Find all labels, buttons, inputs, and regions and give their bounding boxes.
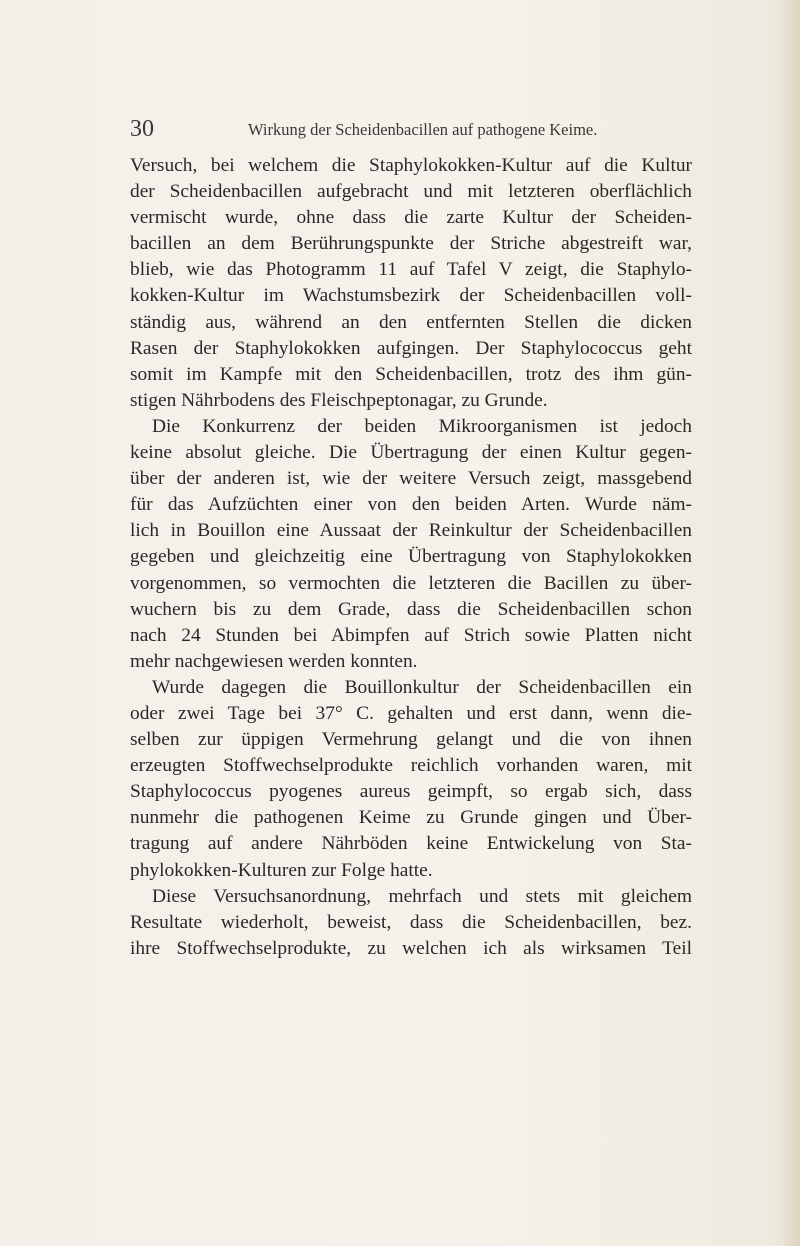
- text-line: stigen Nährbodens des Fleischpeptonagar, zu Grunde.: [130, 389, 548, 411]
- text-line: wuchern bis zu dem Grade, dass die Scheidenbacillen schon: [130, 598, 692, 620]
- text-line: vorgenommen, so vermochten die letzteren die Bacillen zu über-: [130, 572, 692, 594]
- text-line: Versuch, bei welchem die Staphylokokken-Kultur auf die Kultur: [130, 155, 692, 176]
- text-line: über der anderen ist, wie der weitere Versuch zeigt, massgebend: [130, 468, 692, 490]
- page-number: 30: [130, 116, 154, 142]
- text-line: oder zwei Tage bei 37° C. gehalten und erst dann, wenn die-: [130, 702, 692, 724]
- text-line: keine absolut gleiche. Die Übertragung der einen Kultur gegen-: [130, 442, 692, 464]
- text-line: für das Aufzüchten einer von den beiden Arten. Wurde näm-: [130, 494, 692, 516]
- text-line: phylokokken-Kulturen zur Folge hatte.: [130, 859, 433, 881]
- text-line: nach 24 Stunden bei Abimpfen auf Strich sowie Platten nicht: [130, 624, 692, 646]
- text-line: Diese Versuchsanordnung, mehrfach und stets mit gleichem: [152, 885, 692, 907]
- text-line: ihre Stoffwechselprodukte, zu welchen ich als wirksamen Teil: [130, 937, 692, 959]
- running-header: [130, 116, 690, 142]
- text-line: gegeben und gleichzeitig eine Übertragung von Staphylokokken: [130, 546, 692, 568]
- text-line: selben zur üppigen Vermehrung gelangt und die von ihnen: [130, 729, 692, 751]
- text-line: der Scheidenbacillen aufgebracht und mit letzteren oberflächlich: [130, 181, 692, 203]
- text-line: Die Konkurrenz der beiden Mikroorganismen ist jedoch: [152, 415, 692, 437]
- text-line: Staphylococcus pyogenes aureus geimpft, so ergab sich, dass: [130, 781, 692, 803]
- page-edge-shadow: [782, 0, 800, 1246]
- text-line: tragung auf andere Nährböden keine Entwickelung von Sta-: [130, 833, 692, 855]
- text-line: ständig aus, während an den entfernten Stellen die dicken: [130, 311, 692, 333]
- text-line: Resultate wiederholt, beweist, dass die Scheidenbacillen, bez.: [130, 911, 692, 933]
- running-title: Wirkung der Scheidenbacillen auf pathogene Keime.: [248, 120, 598, 139]
- body-text: [130, 153, 692, 962]
- text-line: nunmehr die pathogenen Keime zu Grunde gingen und Über-: [130, 807, 692, 829]
- text-line: Wurde dagegen die Bouillonkultur der Scheidenbacillen ein: [152, 676, 692, 698]
- text-line: vermischt wurde, ohne dass die zarte Kultur der Scheiden-: [130, 207, 692, 229]
- text-line: lich in Bouillon eine Aussaat der Reinkultur der Scheidenbacillen: [130, 520, 692, 542]
- text-line: erzeugten Stoffwechselprodukte reichlich vorhanden waren, mit: [130, 755, 692, 777]
- text-line: mehr nachgewiesen werden konnten.: [130, 650, 418, 672]
- text-line: Rasen der Staphylokokken aufgingen. Der Staphylococcus geht: [130, 337, 692, 359]
- text-line: blieb, wie das Photogramm 11 auf Tafel V zeigt, die Staphylo-: [130, 259, 692, 281]
- text-line: somit im Kampfe mit den Scheidenbacillen, trotz des ihm gün-: [130, 363, 692, 385]
- text-line: kokken-Kultur im Wachstumsbezirk der Scheidenbacillen voll-: [130, 285, 692, 307]
- text-line: bacillen an dem Berührungspunkte der Striche abgestreift war,: [130, 233, 692, 255]
